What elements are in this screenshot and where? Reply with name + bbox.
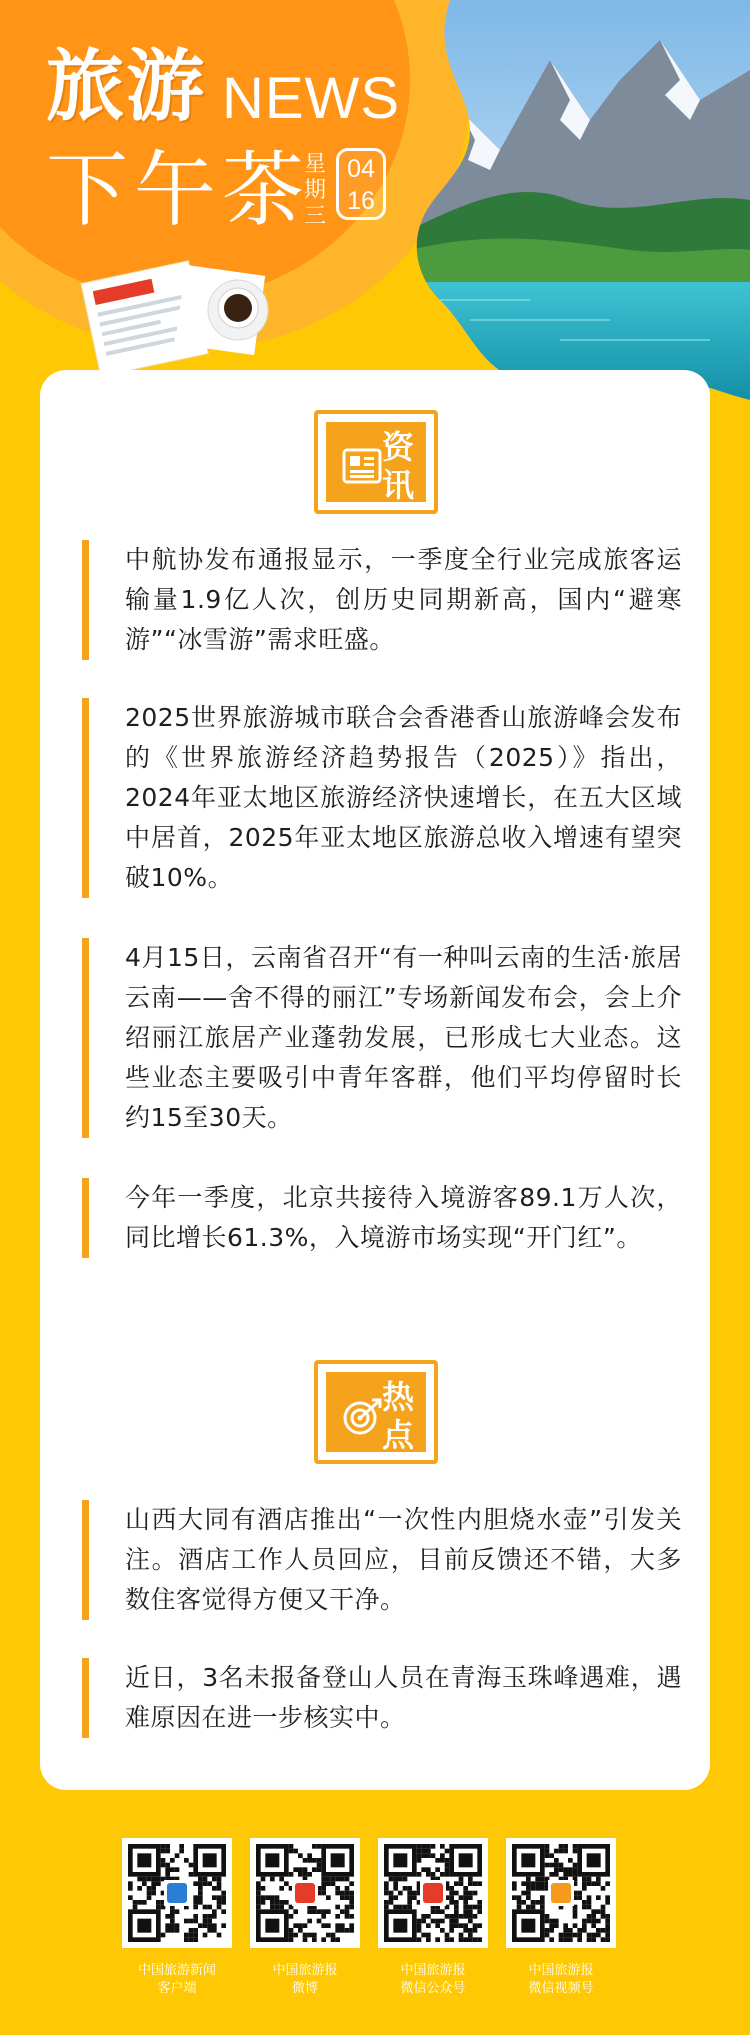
news-item: 2025世界旅游城市联合会香港香山旅游峰会发布的《世界旅游经济趋势报告（2025）》指出，2024年亚太地区旅游经济快速增长，在五大区域中居首，2025年亚太地区旅游总收入增速有望突破10%。 — [82, 698, 682, 898]
qr-item-wechat[interactable] — [374, 1838, 492, 1998]
target-icon — [340, 1396, 384, 1436]
qr-code-weibo[interactable] — [250, 1838, 360, 1948]
qr-label-weibo: 中国旅游报 微博 — [272, 1963, 338, 1996]
qr-code-row — [0, 1838, 750, 2018]
news-card — [40, 370, 710, 1790]
news-item: 中航协发布通报显示，一季度全行业完成旅客运输量1.9亿人次，创历史同期新高，国内“避寒游”“冰雪游”需求旺盛。 — [82, 540, 682, 660]
qr-label-app: 中国旅游新闻 客户端 — [137, 1963, 216, 1996]
qr-code-pattern — [128, 1844, 226, 1942]
weekday-label: 星期三 — [303, 152, 326, 229]
newspaper-icon — [340, 446, 384, 486]
qr-code-wechat[interactable] — [378, 1838, 488, 1948]
section-badge-news — [314, 410, 438, 514]
qr-code-pattern — [256, 1844, 354, 1942]
date-badge — [336, 148, 386, 220]
hot-item: 山西大同有酒店推出“一次性内胆烧水壶”引发关注。酒店工作人员回应，目前反馈还不错，大多数住客觉得方便又干净。 — [82, 1500, 682, 1620]
qr-item-video[interactable] — [502, 1838, 620, 1998]
date-day: 16 — [347, 187, 375, 215]
qr-code-pattern — [512, 1844, 610, 1942]
qr-item-app[interactable] — [118, 1838, 236, 1998]
header-banner — [0, 0, 750, 420]
qr-label-wechat: 中国旅游报 微信公众号 — [400, 1963, 466, 1996]
header-title-news: NEWS — [222, 66, 400, 131]
qr-item-weibo[interactable] — [246, 1838, 364, 1998]
section-title-hot: 热点 — [381, 1378, 414, 1454]
hot-item: 近日，3名未报备登山人员在青海玉珠峰遇难，遇难原因在进一步核实中。 — [82, 1658, 682, 1738]
mountain-lake-photo — [410, 0, 750, 400]
news-item: 今年一季度，北京共接待入境游客89.1万人次，同比增长61.3%，入境游市场实现“开门红”。 — [82, 1178, 682, 1258]
qr-code-app[interactable] — [122, 1838, 232, 1948]
section-title-news: 资讯 — [381, 428, 414, 504]
header-title-line1: 旅游 — [46, 42, 207, 132]
date-month: 04 — [347, 155, 375, 183]
news-item: 4月15日，云南省召开“有一种叫云南的生活·旅居云南——舍不得的丽江”专场新闻发布会，会上介绍丽江旅居产业蓬勃发展，已形成七大业态。这些业态主要吸引中青年客群，他们平均停留时长约15至30天。 — [82, 938, 682, 1138]
qr-code-pattern — [384, 1844, 482, 1942]
section-badge-hot — [314, 1360, 438, 1464]
qr-code-video[interactable] — [506, 1838, 616, 1948]
newspaper-coffee-illustration — [80, 250, 280, 380]
header-title-line2: 下午茶 — [46, 143, 311, 238]
qr-label-video: 中国旅游报 微信视频号 — [528, 1963, 594, 1996]
